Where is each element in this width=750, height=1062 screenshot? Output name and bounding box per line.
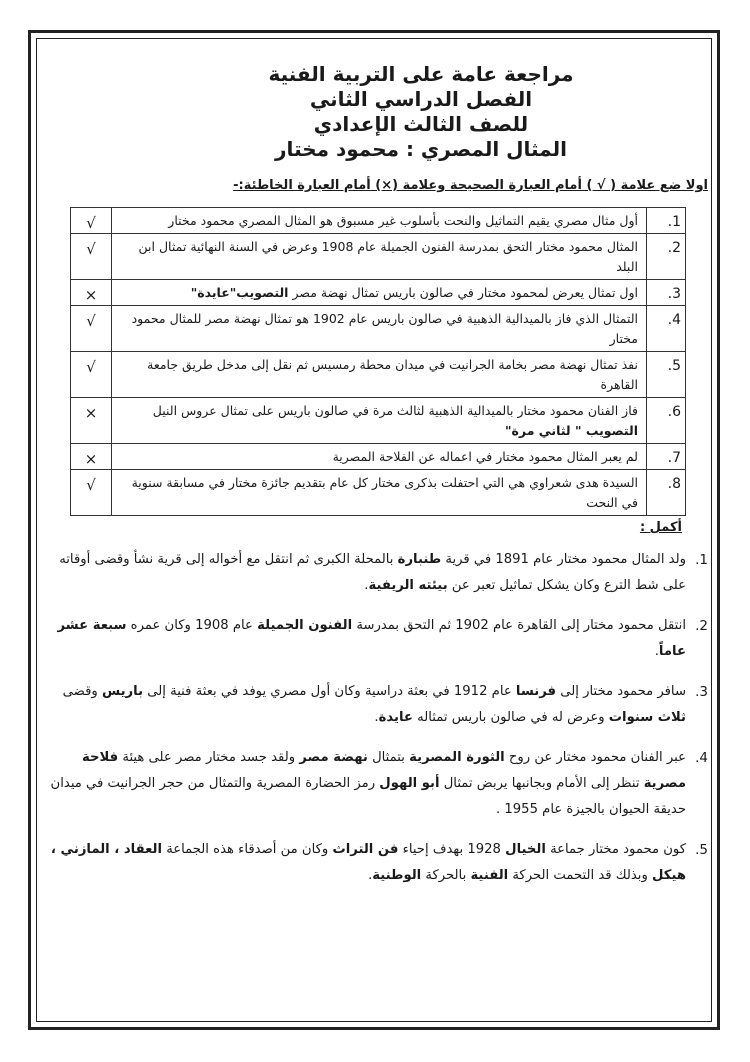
true-false-table: [70, 207, 686, 516]
sentence-text: .: [368, 868, 373, 883]
sentence-text: بتمثال: [367, 750, 410, 765]
statement-text: أول مثال مصري يقيم التماثيل والنحت بأسلوب غير مسبوق هو المثال المصري محمود مختار: [168, 213, 638, 228]
statement-cell: [112, 234, 647, 280]
sentence-text: رمز الحضارة المصرية والتمثال من حجر الجرانيت في ميدان حديقة الحيوان بالجيزة عام 1955 .: [50, 776, 686, 817]
statement-number: 3.: [647, 280, 686, 306]
sentence-text: .: [654, 644, 659, 659]
true-false-instructions: اولا ضع علامة ( √ ) أمام العبارة الصحيحة وعلامة (×) أمام العبارة الخاطئة:-: [233, 178, 708, 193]
worksheet-header: [134, 62, 708, 162]
answer-text: الفنون الجميلة: [257, 618, 353, 633]
sentence-text: ولقد جسد مختار مصر على هيئة: [118, 750, 300, 765]
check-mark-icon: √: [71, 352, 112, 398]
statement-row: [71, 306, 686, 352]
statement-cell: [112, 398, 647, 444]
complete-item-number: 3.: [695, 684, 708, 700]
statement-number: 7.: [647, 444, 686, 470]
answer-text: سبعة عشر عاماً: [57, 618, 686, 659]
sentence-text: عام 1912 في بعثة دراسية وكان أول مصري يوفد في بعثة فنية إلى: [143, 684, 516, 699]
statement-text: السيدة هدى شعراوي هي التي احتفلت بذكرى مختار كل عام بتقديم جائزة مختار في مسابقة سنوية في النحت: [131, 475, 638, 510]
sentence-text: وبذلك قد التحمت الحركة: [508, 868, 653, 883]
sentence-text: تنظر إلى الأمام وبجانبها يربض تمثال: [439, 776, 644, 791]
answer-text: نهضة مصر: [299, 750, 368, 765]
statement-number: 6.: [647, 398, 686, 444]
answer-text: عايدة: [378, 710, 413, 725]
header-title: مراجعة عامة على التربية الفنية: [268, 62, 574, 86]
statement-text: فاز الفنان محمود مختار بالميدالية الذهبية لثالث مرة في صالون باريس على تمثال عروس النيل: [152, 403, 638, 418]
statement-number: 8.: [647, 470, 686, 516]
sentence-text: انتقل محمود مختار إلى القاهرة عام 1902 ثم التحق بمدرسة: [352, 618, 686, 633]
sentence-text: .: [374, 710, 379, 725]
statement-number: 1.: [647, 208, 686, 234]
complete-item: [44, 613, 708, 665]
statement-number: 4.: [647, 306, 686, 352]
complete-item-number: 2.: [695, 618, 708, 634]
answer-text: فلاحة مصرية: [82, 750, 686, 791]
statement-row: [71, 208, 686, 234]
complete-item: [44, 547, 708, 599]
answer-text: ثلاث سنوات: [608, 710, 686, 725]
sentence-text: ولد المثال محمود مختار عام 1891 في قرية: [441, 552, 686, 567]
statement-row: [71, 352, 686, 398]
check-mark-icon: √: [71, 208, 112, 234]
statement-cell: [112, 444, 647, 470]
sentence-text: بالحركة: [421, 868, 471, 883]
statement-row: [71, 280, 686, 306]
statement-correction: التصويب " لثاني مرة": [505, 423, 638, 438]
statement-cell: [112, 208, 647, 234]
statement-number: 5.: [647, 352, 686, 398]
statement-row: [71, 470, 686, 516]
sentence-text: وقضى: [62, 684, 102, 699]
statement-row: [71, 234, 686, 280]
complete-item: [44, 837, 708, 889]
sentence-text: عام 1908 وكان عمره: [126, 618, 258, 633]
answer-text: أبو الهول: [379, 776, 440, 791]
worksheet: [44, 62, 708, 903]
statement-text: اول تمثال يعرض لمحمود مختار في صالون باريس تمثال نهضة مصر: [292, 285, 638, 300]
cross-mark-icon: ×: [71, 444, 112, 470]
answer-text: بيئته الريفية: [368, 578, 448, 593]
check-mark-icon: √: [71, 234, 112, 280]
sentence-text: عبر الفنان محمود مختار عن روح: [504, 750, 686, 765]
sentence-text: سافر محمود مختار إلى: [556, 684, 686, 699]
answer-text: العقاد ، المازني ، هيكل: [50, 842, 686, 883]
statement-correction: التصويب"عايدة": [190, 285, 289, 300]
header-topic: المثال المصري : محمود مختار: [275, 137, 567, 161]
statement-text: المثال محمود مختار التحق بمدرسة الفنون الجميلة عام 1908 وعرض في السنة النهائية تمثال ابن البلد: [138, 239, 638, 274]
check-mark-icon: √: [71, 306, 112, 352]
statement-cell: [112, 470, 647, 516]
sentence-text: بالمحلة الكبرى ثم انتقل مع أخواله إلى قرية نشأ وقضى أوقاته على شط الترع وكان يشكل تماثيل تعبر عن: [59, 552, 686, 593]
sentence-text: 1928 بهدف إحياء: [398, 842, 506, 857]
statement-cell: [112, 280, 647, 306]
sentence-text: كون محمود مختار جماعة: [545, 842, 686, 857]
answer-text: الثورة المصرية: [409, 750, 505, 765]
complete-item: [44, 679, 708, 731]
header-grade: للصف الثالث الإعدادي: [313, 112, 529, 136]
complete-section-title: أكمل :: [639, 520, 682, 535]
statement-cell: [112, 352, 647, 398]
statement-text: لم يعبر المثال محمود مختار في اعماله عن الفلاحة المصرية: [332, 449, 638, 464]
cross-mark-icon: ×: [71, 398, 112, 444]
complete-item-number: 1.: [695, 552, 708, 568]
check-mark-icon: √: [71, 470, 112, 516]
statement-number: 2.: [647, 234, 686, 280]
answer-text: الخيال: [505, 842, 546, 857]
complete-item-number: 4.: [695, 750, 708, 766]
statement-text: نفذ تمثال نهضة مصر بخامة الجرانيت في ميدان محطة رمسيس ثم نقل إلى مدخل طريق جامعة القاهرة: [147, 357, 638, 392]
answer-text: فن التراث: [332, 842, 399, 857]
answer-text: باريس: [101, 684, 144, 699]
sentence-text: وكان من أصدقاء هذه الجماعة: [162, 842, 333, 857]
answer-text: الفنية: [470, 868, 509, 883]
complete-list: [44, 547, 708, 889]
header-term: الفصل الدراسي الثاني: [309, 87, 533, 111]
complete-item: [44, 745, 708, 823]
statement-row: [71, 444, 686, 470]
statement-row: [71, 398, 686, 444]
complete-item-number: 5.: [695, 842, 708, 858]
answer-text: الوطنية: [372, 868, 422, 883]
answer-text: طنبارة: [397, 552, 442, 567]
statement-cell: [112, 306, 647, 352]
sentence-text: وعرض له في صالون باريس تمثاله: [412, 710, 609, 725]
answer-text: فرنسا: [515, 684, 557, 699]
sentence-text: .: [364, 578, 369, 593]
statement-text: التمثال الذي فاز بالميدالية الذهبية في صالون باريس عام 1902 هو تمثال نهضة مصر للمثال محمود مختار: [131, 311, 638, 346]
cross-mark-icon: ×: [71, 280, 112, 306]
